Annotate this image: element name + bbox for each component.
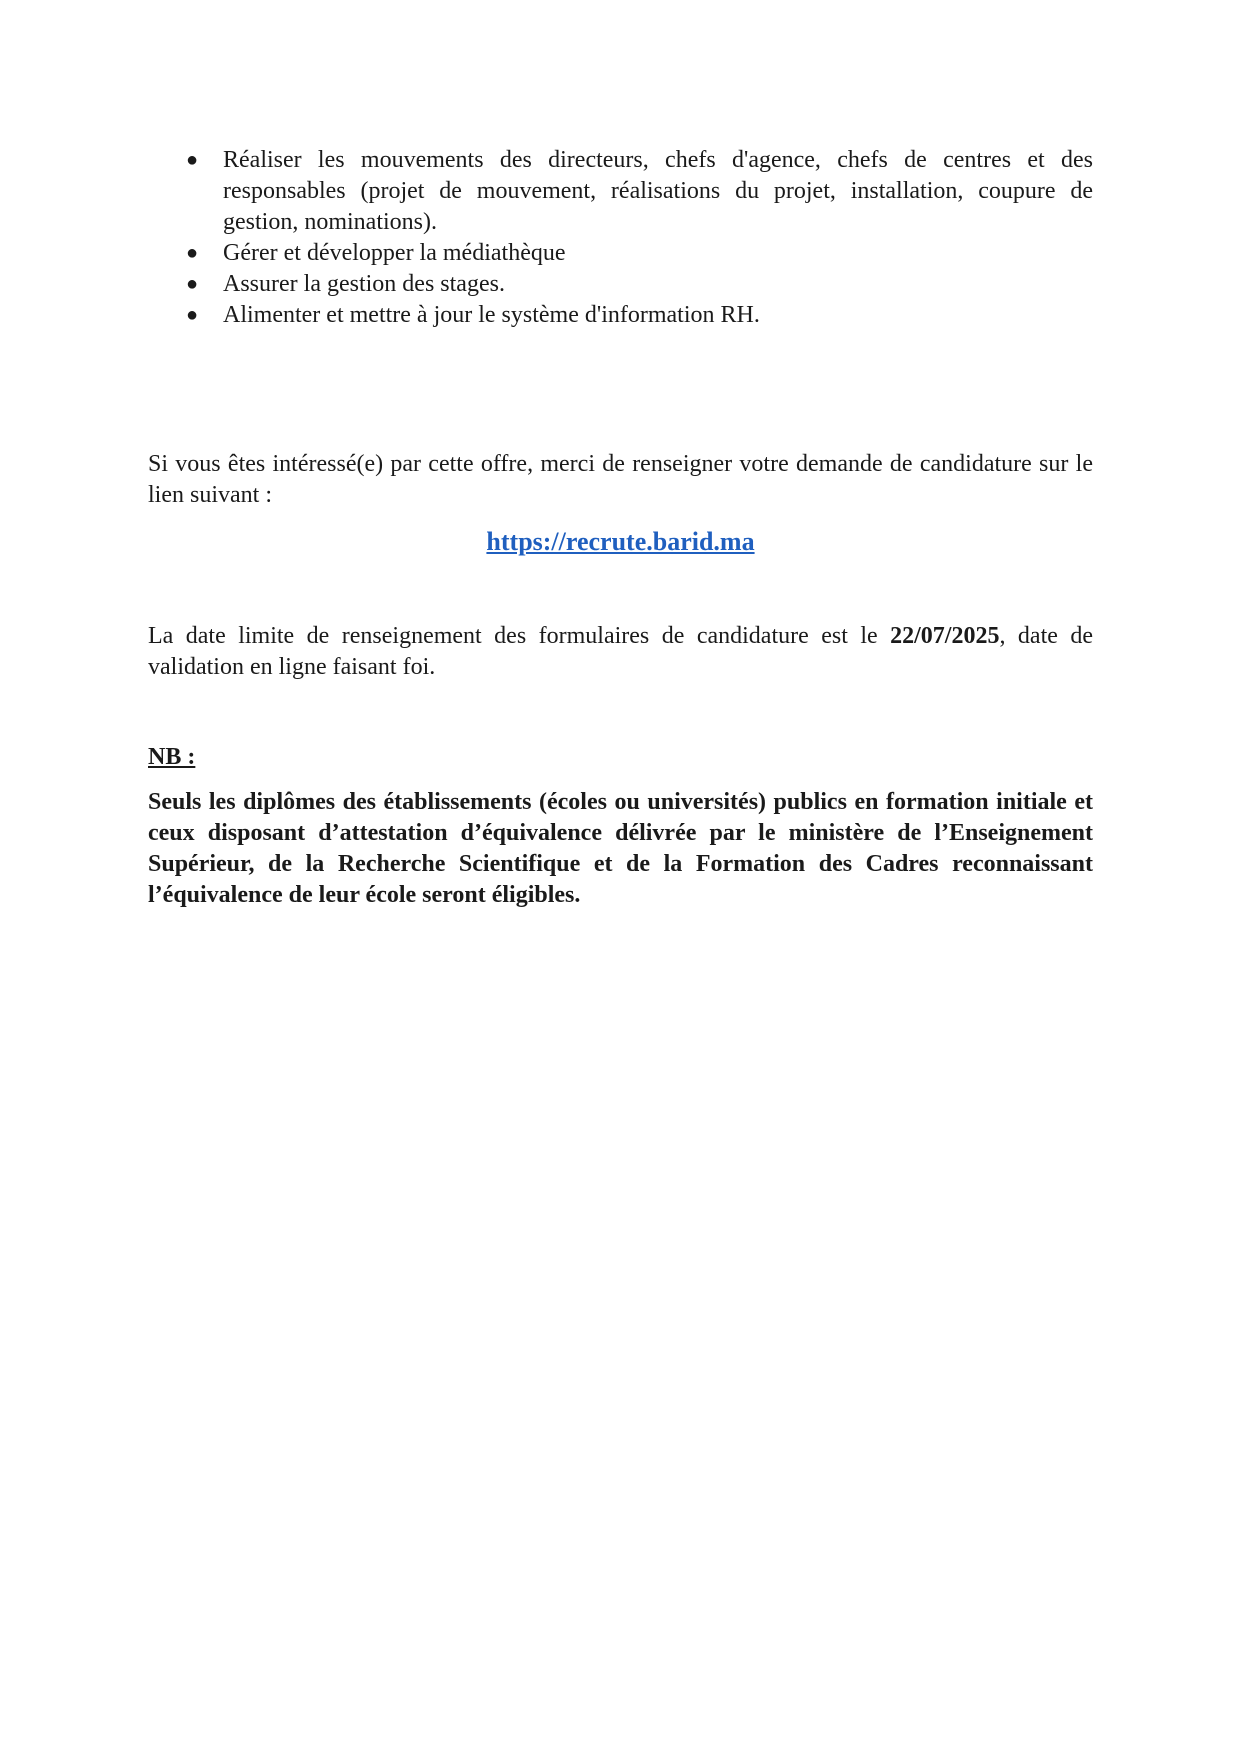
application-instructions: Si vous êtes intéressé(e) par cette offre, merci de renseigner votre demande de candidature sur le lien suivant : <box>148 451 1093 508</box>
list-item-text: Assurer la gestion des stages. <box>223 271 505 297</box>
bullet-icon: ● <box>186 304 199 326</box>
deadline-paragraph <box>148 621 1093 683</box>
nb-eligibility-text: Seuls les diplômes des établissements (écoles ou universités) publics en formation initiale et ceux disposant d’attestation d’équivalence délivrée par le ministère de l’Enseignement Supérieur, de la Recherche Scientifique et de la Formation des Cadres reconnaissant l’équivalence de leur école seront éligibles. <box>148 789 1093 908</box>
application-link[interactable]: https://recrute.barid.ma <box>486 527 755 556</box>
list-item-text: Réaliser les mouvements des directeurs, chefs d'agence, chefs de centres et des responsables (projet de mouvement, réalisations du projet, installation, coupure de gestion, nominations). <box>223 147 1093 235</box>
list-item-text: Gérer et développer la médiathèque <box>223 240 566 266</box>
list-item <box>148 269 1093 300</box>
task-list <box>148 145 1093 331</box>
page-content <box>148 145 1093 935</box>
bullet-icon: ● <box>186 273 199 295</box>
deadline-date: 22/07/2025 <box>890 623 1000 649</box>
bullet-icon: ● <box>186 242 199 264</box>
application-link-container <box>148 525 1093 559</box>
list-item <box>148 145 1093 238</box>
list-item <box>148 238 1093 269</box>
nb-heading: NB : <box>148 744 196 770</box>
deadline-text-before: La date limite de renseignement des formulaires de candidature est le <box>148 623 891 649</box>
list-item-text: Alimenter et mettre à jour le système d'information RH. <box>223 302 760 328</box>
list-item <box>148 300 1093 331</box>
deadline-text-after: , date de validation en ligne faisant foi. <box>148 623 1094 680</box>
bullet-icon: ● <box>186 149 199 171</box>
